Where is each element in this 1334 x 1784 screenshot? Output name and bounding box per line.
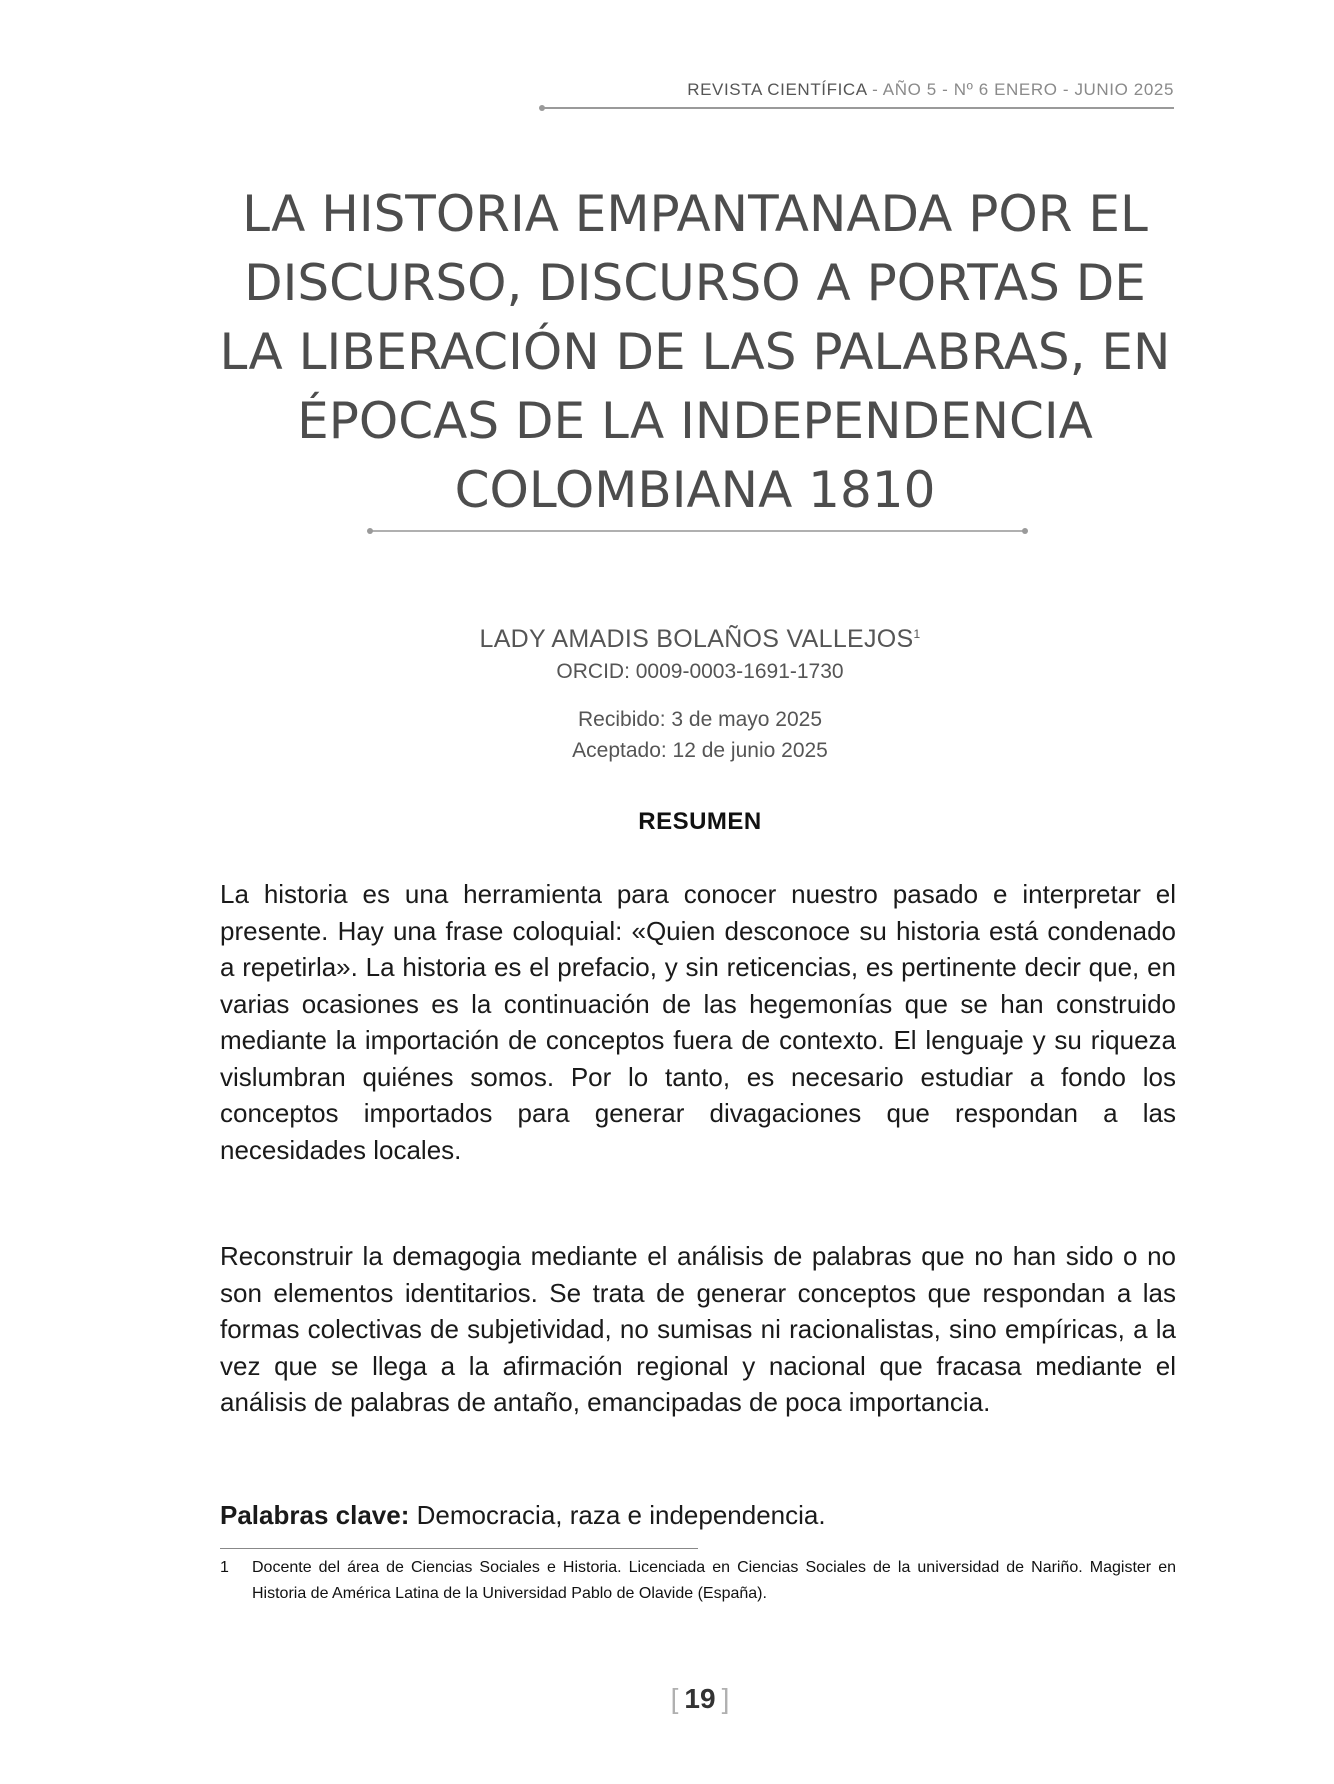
abstract-paragraph-2: Reconstruir la demagogia mediante el análisis de palabras que no han sido o no son elementos identitarios. Se trata de generar conceptos que respondan a las formas colectivas de subjetividad, no sumisas ni racionalistas, sino empíricas, a la vez que se llega a la afirmación regional y nacional que fracasa mediante el análisis de palabras de antaño, emancipadas de poca importancia.: [220, 1241, 1176, 1417]
rule-dot-right: [1022, 528, 1028, 534]
abstract-heading: RESUMEN: [638, 808, 762, 835]
page-bracket-close: ]: [721, 1683, 730, 1714]
footnote: [220, 1555, 1176, 1607]
keywords: [220, 1500, 1176, 1531]
author-footnote-mark[interactable]: 1: [913, 627, 921, 641]
keywords-list: Democracia, raza e independencia.: [409, 1500, 826, 1530]
abstract-paragraph-1: La historia es una herramienta para conocer nuestro pasado e interpretar el presente. Hay una frase coloquial: «Quien desconoce su historia está condenado a repetirla». La historia es el prefacio, y sin reticencias, es pertinente decir que, en varias ocasiones es la continuación de las hegemonías que se han construido mediante la importación de conceptos fuera de contexto. El lenguaje y su riqueza vislumbran quiénes somos. Por lo tanto, es necesario estudiar a fondo los conceptos importados para generar divagaciones que respondan a las necesidades locales.: [220, 879, 1176, 1165]
orcid: ORCID: 0009-0003-1691-1730: [556, 660, 844, 683]
article-title: LA HISTORIA EMPANTANADA POR EL DISCURSO, DISCURSO A PORTAS DE LA LIBERACIÓN DE LAS PALABRAS, EN ÉPOCAS DE LA INDEPENDENCIA COLOMBIANA 1810: [219, 185, 1171, 519]
author-name: [0, 625, 1334, 654]
keywords-label: Palabras clave:: [220, 1500, 410, 1530]
title-rule: [370, 530, 1025, 532]
running-header: [687, 80, 1174, 100]
footnote-rule: [220, 1548, 698, 1549]
received-date: Recibido: 3 de mayo 2025: [578, 708, 822, 731]
journal-name: REVISTA CIENTÍFICA: [687, 80, 867, 99]
accepted-date: Aceptado: 12 de junio 2025: [572, 739, 828, 762]
header-rule: [542, 107, 1174, 109]
rule-dot-left: [367, 528, 373, 534]
footnote-number: 1: [220, 1559, 229, 1576]
page-bracket-open: [: [670, 1683, 679, 1714]
issue-info: - AÑO 5 - Nº 6 ENERO - JUNIO 2025: [866, 80, 1174, 99]
page-number: [0, 1683, 1334, 1715]
author-name-text: LADY AMADIS BOLAÑOS VALLEJOS: [479, 625, 914, 653]
footnote-text: Docente del área de Ciencias Sociales e Historia. Licenciada en Ciencias Sociales de la universidad de Nariño. Magister en Historia de América Latina de la Universidad Pablo de Olavide (España).: [252, 1559, 1176, 1602]
page-number-value: 19: [684, 1683, 716, 1714]
